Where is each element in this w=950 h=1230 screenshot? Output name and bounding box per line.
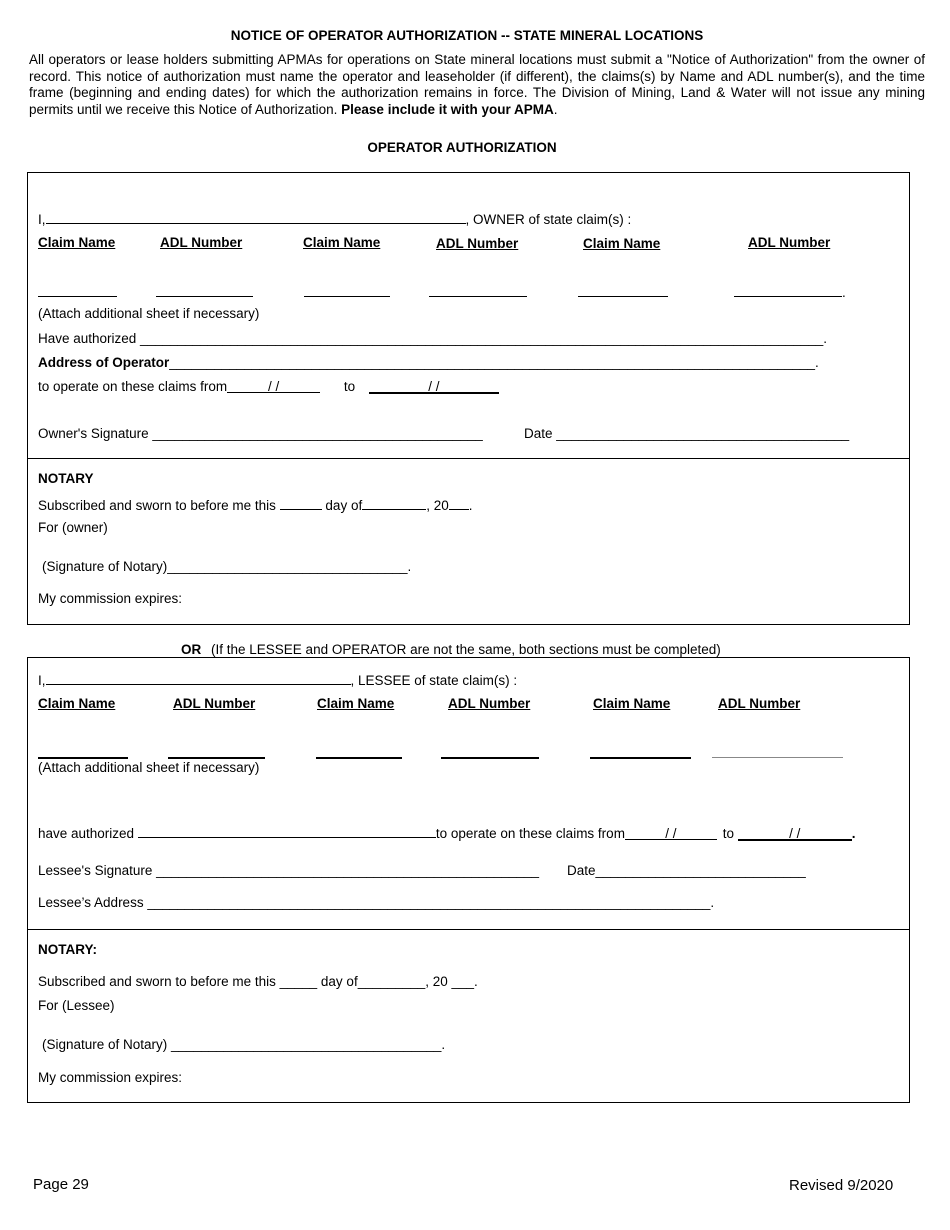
lessee-claim-name-field-1[interactable] [38, 757, 128, 759]
owner-attach-note: (Attach additional sheet if necessary) [38, 306, 260, 321]
lessee-attach-note: (Attach additional sheet if necessary) [38, 760, 260, 775]
owner-adl-number-field-3[interactable] [734, 296, 842, 297]
owner-day-field[interactable] [280, 496, 322, 510]
section-title: OPERATOR AUTHORIZATION [367, 140, 557, 155]
lessee-operator-field[interactable] [138, 824, 436, 838]
lessee-col-claim-name-1: Claim Name [38, 696, 116, 711]
owner-day-of-label: day of [325, 498, 363, 513]
owner-notary-sworn-row: Subscribed and sworn to before me this day of , 20 . [38, 498, 473, 513]
lessee-date-from-slashes: / / [665, 826, 677, 841]
lessee-suffix: , LESSEE of state claim(s) : [350, 673, 518, 688]
lessee-col-adl-number-3: ADL Number [718, 696, 801, 711]
owner-address-label: Address of Operator [38, 355, 170, 370]
lessee-date-from-field[interactable] [625, 826, 717, 840]
owner-col-adl-number-3: ADL Number [748, 235, 831, 250]
lessee-notary-signature[interactable]: (Signature of Notary) ____________________________________. [42, 1037, 446, 1052]
lessee-adl-number-field-1[interactable] [168, 757, 265, 759]
owner-claim-name-field-1[interactable] [38, 296, 117, 297]
lessee-address-line[interactable]: Lessee’s Address ___________________________________________________________________________. [38, 895, 715, 910]
owner-date-line[interactable]: Date _______________________________________ [524, 426, 850, 441]
owner-address-field[interactable]: ______________________________________________________________________________________. [169, 355, 819, 370]
owner-i-prefix: I, [38, 212, 46, 227]
lessee-to-label: to [722, 826, 734, 841]
owner-fields-period: . [842, 285, 846, 300]
lessee-adl-number-field-2[interactable] [441, 757, 539, 759]
or-label: OR [181, 642, 202, 657]
owner-have-authorized: Have authorized ___________________________________________________________________________________________. [38, 331, 828, 346]
owner-year-prefix: , 20 [426, 498, 449, 513]
revision-date: Revised 9/2020 [789, 1177, 894, 1194]
owner-signature-line[interactable]: Owner's Signature ____________________________________________ [38, 426, 483, 441]
owner-name-field[interactable] [46, 210, 466, 224]
lessee-claim-name-field-3[interactable] [590, 757, 691, 759]
intro-text: All operators or lease holders submitting APMAs for operations on State mineral locations must submit a "Notice of Authorization" from the owner of record. This notice of authorization must name the operator and leaseholder (if different), the claims(s) by Name and ADL number(s), and the time frame (beginning and ending dates) for which the authorization remains in force. The Division of Mining, Land & Water will not issue any mining permits until we receive this Notice of Authorization. [29, 52, 925, 117]
lessee-notary-heading: NOTARY: [38, 942, 97, 957]
owner-suffix: , OWNER of state claim(s) : [465, 212, 632, 227]
lessee-claim-name-field-2[interactable] [316, 757, 402, 759]
lessee-col-claim-name-2: Claim Name [317, 696, 395, 711]
owner-address-row [38, 355, 819, 370]
owner-col-adl-number-2: ADL Number [436, 236, 519, 251]
owner-date-from-slashes: / / [267, 379, 280, 394]
owner-operate-label: to operate on these claims from [38, 379, 228, 394]
owner-col-claim-name-2: Claim Name [303, 235, 381, 250]
lessee-date-line[interactable]: Date____________________________ [567, 863, 806, 878]
lessee-for-lessee: For (Lessee) [38, 998, 115, 1013]
or-line [181, 642, 721, 657]
owner-for-owner: For (owner) [38, 520, 108, 535]
owner-notary-signature[interactable]: (Signature of Notary)________________________________. [42, 559, 412, 574]
owner-col-claim-name-3: Claim Name [583, 236, 661, 251]
page-number: Page 29 [33, 1176, 89, 1193]
owner-claim-name-field-2[interactable] [304, 296, 390, 297]
document-title: NOTICE OF OPERATOR AUTHORIZATION -- STATE MINERAL LOCATIONS [230, 28, 704, 43]
lessee-date-to-field[interactable] [738, 826, 852, 841]
owner-sworn-label: Subscribed and sworn to before me this [38, 498, 276, 513]
owner-col-adl-number-1: ADL Number [160, 235, 243, 250]
or-text: (If the LESSEE and OPERATOR are not the same, both sections must be completed) [211, 642, 721, 657]
lessee-adl-number-field-3[interactable] [712, 757, 843, 758]
owner-col-claim-name-1: Claim Name [38, 235, 116, 250]
owner-name-row [38, 210, 631, 227]
lessee-operate-label: to operate on these claims from [435, 826, 625, 841]
owner-commission-expires: My commission expires: [38, 591, 183, 606]
owner-date-to-slashes: / / [428, 379, 440, 394]
lessee-col-adl-number-2: ADL Number [448, 696, 531, 711]
lessee-authorized-row: have authorized to operate on these claims from / / to / / . [38, 826, 856, 841]
lessee-name-row [38, 671, 517, 688]
lessee-notary-sworn[interactable]: Subscribed and sworn to before me this _____ day of_________, 20 ___. [38, 974, 478, 989]
intro-paragraph: All operators or lease holders submitting APMAs for operations on State mineral locations must submit a "Notice of Authorization" from the owner of record. This notice of authorization must name the operator and leaseholder (if different), the claims(s) by Name and ADL number(s), and the time frame (beginning and ending dates) for which the authorization remains in force. The Division of Mining, Land & Water will not issue any mining permits until we receive this Notice of Authorization. Please include it with your APMA. [29, 52, 925, 117]
lessee-col-claim-name-3: Claim Name [593, 696, 671, 711]
owner-operate-row [38, 379, 499, 394]
lessee-commission-expires: My commission expires: [38, 1070, 183, 1085]
owner-date-to-field[interactable] [369, 379, 499, 394]
intro-bold-text: Please include it with your APMA [341, 101, 554, 117]
owner-date-from-field[interactable] [227, 379, 320, 393]
owner-adl-number-field-1[interactable] [156, 296, 253, 297]
owner-month-field[interactable] [362, 496, 426, 510]
owner-claim-name-field-3[interactable] [578, 296, 668, 297]
lessee-name-field[interactable] [46, 671, 351, 685]
lessee-date-to-slashes: / / [789, 826, 801, 841]
lessee-have-authorized: have authorized [38, 826, 135, 841]
owner-notary-heading: NOTARY [38, 471, 94, 486]
owner-adl-number-field-2[interactable] [429, 296, 527, 297]
lessee-i-prefix: I, [38, 673, 46, 688]
lessee-signature-line[interactable]: Lessee's Signature ___________________________________________________ [38, 863, 540, 878]
owner-to-label: to [343, 379, 356, 394]
lessee-col-adl-number-1: ADL Number [173, 696, 256, 711]
owner-year-field[interactable] [449, 496, 469, 510]
